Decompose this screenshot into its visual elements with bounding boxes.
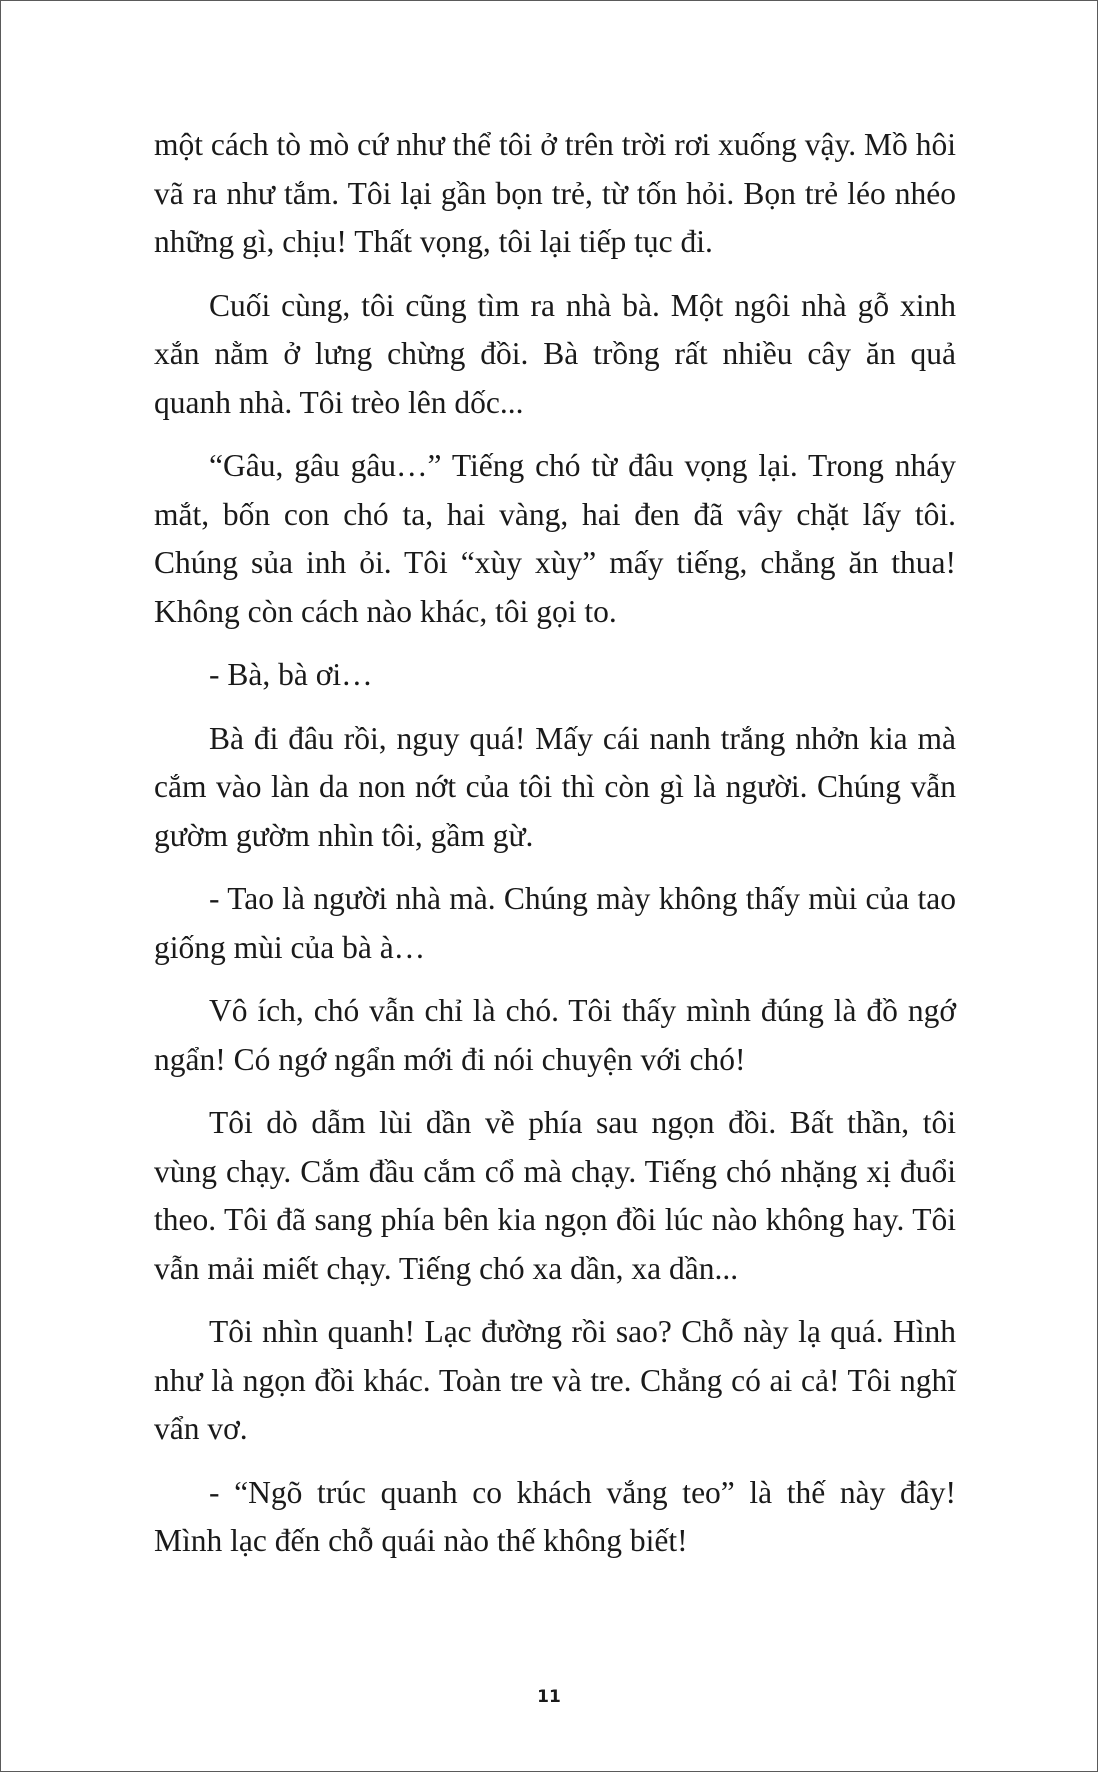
paragraph-9: Tôi nhìn quanh! Lạc đường rồi sao? Chỗ này lạ quá. Hình như là ngọn đồi khác. Toàn tre và tre. Chẳng có ai cả! Tôi nghĩ vẩn vơ. bbox=[154, 1314, 956, 1446]
paragraph-4: - Bà, bà ơi… bbox=[209, 657, 373, 692]
paragraph-6: - Tao là người nhà mà. Chúng mày không thấy mùi của tao giống mùi của bà à… bbox=[154, 881, 956, 965]
page-number: 11 bbox=[537, 1687, 561, 1707]
paragraph-3: “Gâu, gâu gâu…” Tiếng chó từ đâu vọng lại. Trong nháy mắt, bốn con chó ta, hai vàng, hai đen đã vây chặt lấy tôi. Chúng sủa inh ỏi. Tôi “xùy xùy” mấy tiếng, chẳng ăn thua! Không còn cách nào khác, tôi gọi to. bbox=[154, 448, 956, 629]
paragraph-10: - “Ngõ trúc quanh co khách vắng teo” là thế này đây! Mình lạc đến chỗ quái nào thế không biết! bbox=[154, 1474, 956, 1558]
paragraph-2: Cuối cùng, tôi cũng tìm ra nhà bà. Một ngôi nhà gỗ xinh xắn nằm ở lưng chừng đồi. Bà trồng rất nhiều cây ăn quả quanh nhà. Tôi trèo lên dốc... bbox=[154, 287, 956, 420]
paragraph-1: một cách tò mò cứ như thể tôi ở trên trời rơi xuống vậy. Mồ hôi vã ra như tắm. Tôi lại gần bọn trẻ, từ tốn hỏi. Bọn trẻ léo nhéo những gì, chịu! Thất vọng, tôi lại tiếp tục đi. bbox=[154, 127, 956, 259]
paragraph-5: Bà đi đâu rồi, nguy quá! Mấy cái nanh trắng nhởn kia mà cắm vào làn da non nớt của tôi thì còn gì là người. Chúng vẫn gườm gườm nhìn tôi, gầm gừ. bbox=[154, 720, 956, 853]
paragraph-7: Vô ích, chó vẫn chỉ là chó. Tôi thấy mình đúng là đồ ngớ ngẩn! Có ngớ ngẩn mới đi nói chuyện với chó! bbox=[154, 993, 956, 1077]
paragraph-8: Tôi dò dẫm lùi dần về phía sau ngọn đồi. Bất thần, tôi vùng chạy. Cắm đầu cắm cổ mà chạy. Tiếng chó nhặng xị đuổi theo. Tôi đã sang phía bên kia ngọn đồi lúc nào không hay. Tôi vẫn mải miết chạy. Tiếng chó xa dần, xa dần... bbox=[154, 1105, 956, 1286]
body-text bbox=[154, 121, 956, 1581]
